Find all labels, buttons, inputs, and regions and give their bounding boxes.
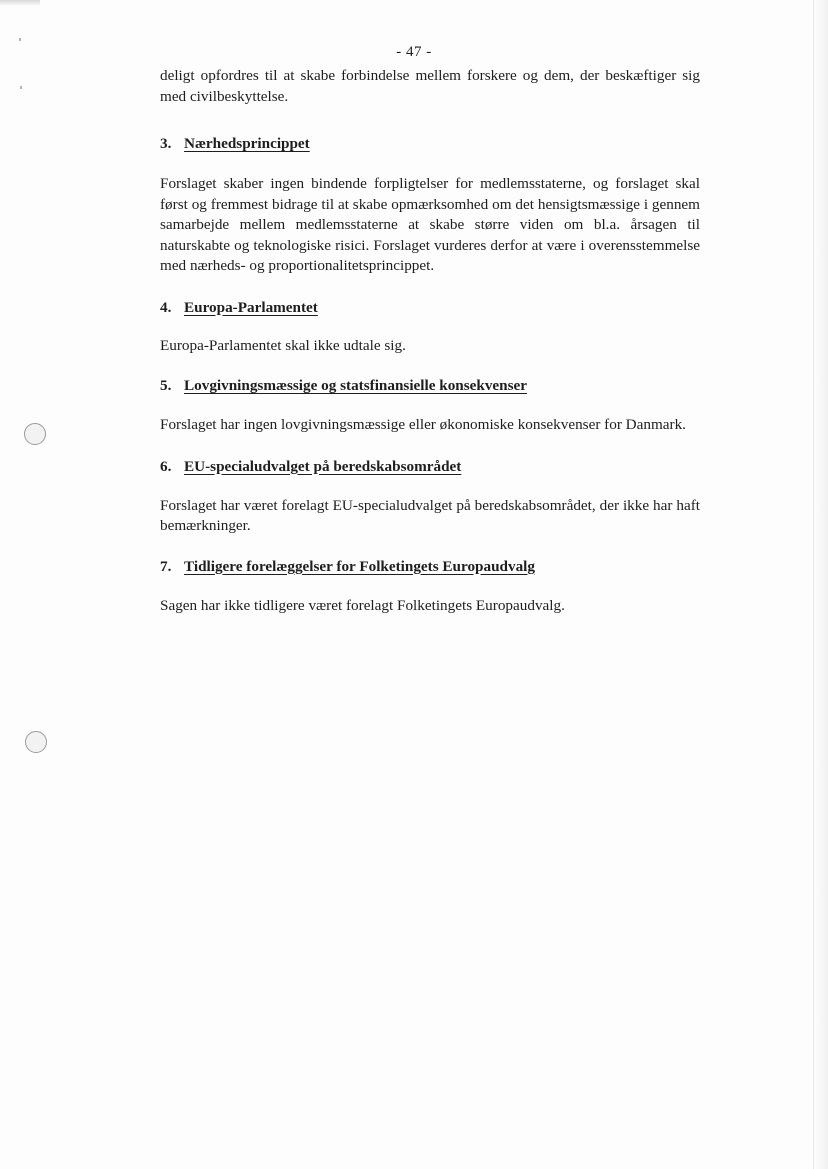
- section-body-7: Sagen har ikke tidligere været forelagt Folketingets Europaudvalg.: [160, 596, 565, 614]
- intro-paragraph: deligt opfordres til at skabe forbindelse mellem forskere og dem, der beskæftiger sig med civilbeskyttelse.: [160, 67, 700, 105]
- section-body-6: Forslaget har været forelagt EU-specialudvalget på beredskabsområdet, der ikke har haft bemærkninger.: [160, 496, 700, 534]
- section-body-3: Forslaget skaber ingen bindende forpligtelser for medlemsstaterne, og forslaget skal først og fremmest bidrage til at skabe opmærksomhed om det hensigtsmæssige i gennem samarbejde mellem medlemsstaterne at skabe større viden om bl.a. årsagen til naturskabte og teknologiske risici. Forslaget vurderes derfor at være i overensstemmelse med nærheds- og proportionalitetsprincippet.: [160, 175, 700, 274]
- section-heading-3: [160, 134, 700, 154]
- section-title: Europa-Parlamentet: [184, 298, 318, 316]
- section-body-4: Europa-Parlamentet skal ikke udtale sig.: [160, 336, 406, 354]
- section-number: 5.: [160, 377, 172, 394]
- document-body: [160, 66, 700, 616]
- punch-hole: [24, 423, 46, 445]
- scan-speck: [19, 38, 21, 41]
- section-heading-6: [160, 457, 700, 477]
- page-edge: [813, 0, 828, 1169]
- section-title: Lovgivningsmæssige og statsfinansielle konsekvenser: [184, 377, 528, 394]
- section-title: EU-specialudvalget på beredskabsområdet: [184, 457, 462, 475]
- section-number: 6.: [160, 457, 172, 475]
- section-number: 7.: [160, 557, 172, 575]
- scan-shadow: [0, 0, 40, 6]
- section-title: Tidligere forelæggelser for Folketingets Europaudvalg: [184, 557, 535, 575]
- section-number: 3.: [160, 135, 172, 152]
- section-heading-4: [160, 298, 700, 318]
- section-heading-7: [160, 557, 700, 577]
- page-number: - 47 -: [396, 44, 432, 60]
- section-heading-5: [160, 376, 700, 396]
- punch-hole: [25, 731, 47, 753]
- section-number: 4.: [160, 298, 172, 316]
- scan-speck: [20, 86, 22, 89]
- section-body-5: Forslaget har ingen lovgivningsmæssige eller økonomiske konsekvenser for Danmark.: [160, 416, 686, 433]
- section-title: Nærhedsprincippet: [184, 135, 310, 152]
